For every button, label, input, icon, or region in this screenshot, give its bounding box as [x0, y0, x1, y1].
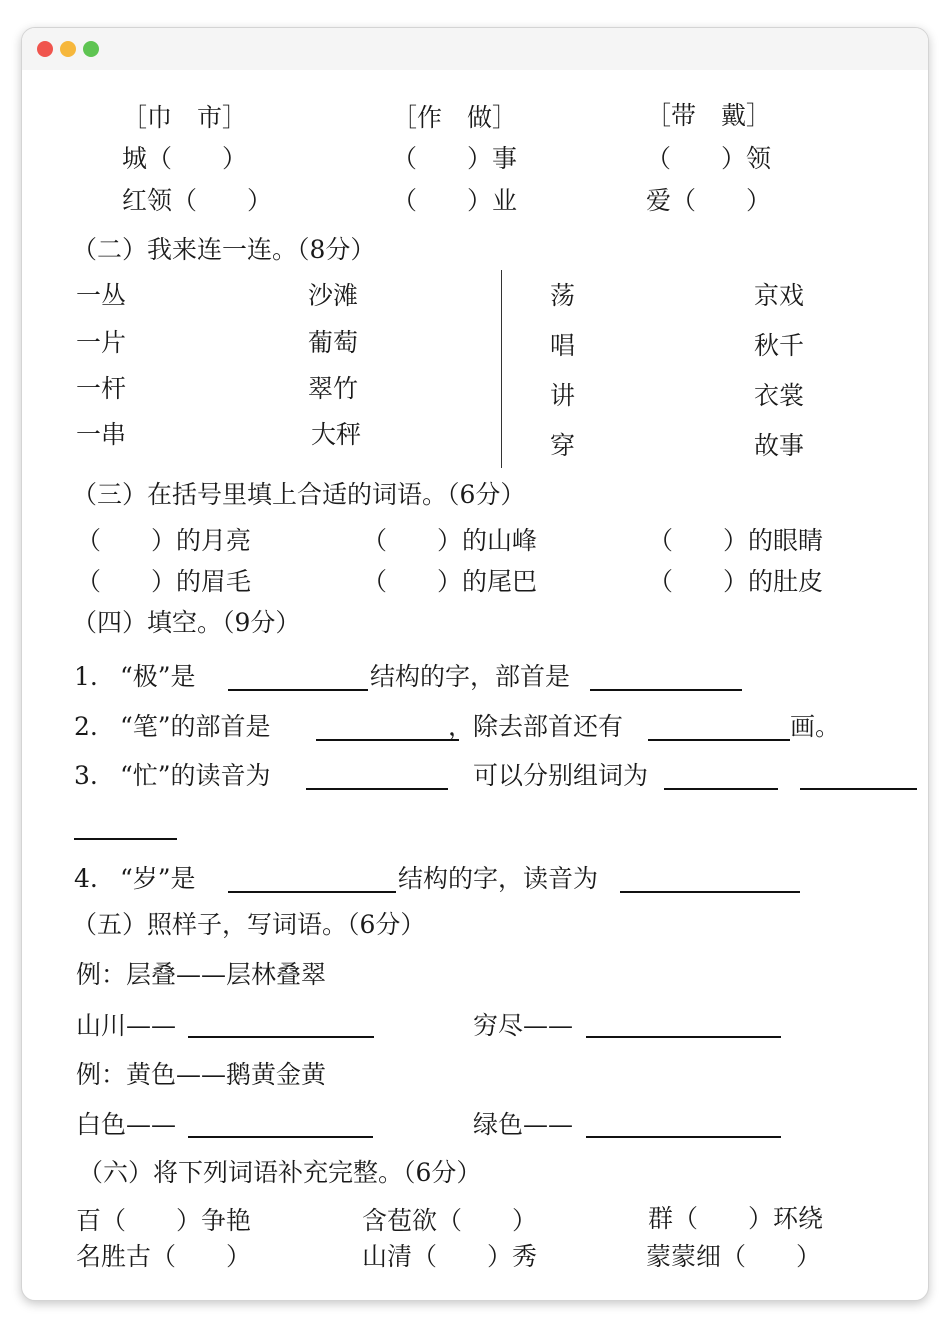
idiom-item: 蒙蒙细（ ） — [646, 1242, 822, 1271]
answer-blank[interactable] — [228, 689, 368, 691]
answer-blank[interactable] — [228, 891, 396, 893]
example-text: 例：黄色——鹅黄金黄 — [76, 1060, 327, 1089]
fill-item: （ ）的眼睛 — [648, 526, 824, 555]
group-item: 红领（ ） — [122, 186, 273, 215]
group-item: 爱（ ） — [646, 186, 772, 215]
question-number: 1. — [74, 662, 98, 691]
section-title: （六）将下列词语补充完整。（6分） — [78, 1158, 482, 1187]
answer-blank[interactable] — [586, 1036, 781, 1038]
question-text: 画。 — [790, 712, 841, 741]
section-title: （二）我来连一连。（8分） — [72, 235, 376, 264]
match-right-item: 京戏 — [754, 281, 805, 310]
word-prompt: 山川—— — [76, 1011, 177, 1040]
match-right-item: 衣裳 — [754, 381, 805, 410]
word-prompt: 绿色—— — [473, 1110, 574, 1139]
question-text: “极”是 — [120, 662, 196, 691]
match-left-item: 穿 — [550, 431, 576, 460]
fill-item: （ ）的眉毛 — [76, 567, 252, 596]
question-text: “忙”的读音为 — [120, 761, 271, 790]
fill-item: （ ）的尾巴 — [362, 567, 538, 596]
idiom-item: 含苞欲（ ） — [362, 1206, 538, 1235]
match-left-item: 一杆 — [76, 374, 127, 403]
word-prompt: 穷尽—— — [473, 1011, 574, 1040]
question-number: 2. — [74, 712, 98, 741]
match-right-item: 葡萄 — [308, 328, 359, 357]
match-left-item: 唱 — [550, 331, 576, 360]
answer-blank[interactable] — [620, 891, 800, 893]
word-prompt: 白色—— — [76, 1110, 177, 1139]
idiom-item: 百（ ）争艳 — [76, 1206, 252, 1235]
group-header: ［作 做］ — [392, 103, 518, 132]
section-title: （四）填空。（9分） — [72, 608, 301, 637]
title-bar — [22, 28, 928, 70]
section-title: （五）照样子，写词语。（6分） — [72, 910, 426, 939]
match-left-item: 荡 — [550, 281, 576, 310]
example-text: 例：层叠——层林叠翠 — [76, 960, 327, 989]
group-item: （ ）领 — [646, 144, 772, 173]
match-left-item: 一串 — [76, 420, 127, 449]
group-item: （ ）业 — [392, 186, 518, 215]
idiom-item: 山清（ ）秀 — [362, 1242, 538, 1271]
zoom-button[interactable] — [83, 41, 99, 57]
answer-blank[interactable] — [648, 739, 790, 741]
answer-blank[interactable] — [316, 739, 459, 741]
match-right-item: 翠竹 — [308, 374, 359, 403]
question-text: 可以分别组词为 — [473, 761, 649, 790]
answer-blank[interactable] — [306, 788, 448, 790]
question-text: 结构的字，部首是 — [370, 662, 571, 691]
group-item: （ ）事 — [392, 144, 518, 173]
match-right-item: 大秤 — [311, 420, 362, 449]
group-header: ［带 戴］ — [646, 101, 772, 130]
match-left-item: 讲 — [550, 381, 576, 410]
question-text: ，除去部首还有 — [448, 712, 624, 741]
match-right-item: 故事 — [754, 431, 805, 460]
question-text: “笔”的部首是 — [120, 712, 271, 741]
idiom-item: 群（ ）环绕 — [648, 1204, 824, 1233]
match-left-item: 一丛 — [76, 281, 127, 310]
group-item: 城（ ） — [122, 144, 248, 173]
match-right-item: 秋千 — [754, 331, 805, 360]
question-text: 结构的字，读音为 — [398, 864, 599, 893]
fill-item: （ ）的肚皮 — [648, 567, 824, 596]
answer-blank[interactable] — [188, 1136, 373, 1138]
answer-blank[interactable] — [664, 788, 778, 790]
question-number: 3. — [74, 761, 98, 790]
match-right-item: 沙滩 — [308, 281, 359, 310]
answer-blank[interactable] — [74, 838, 177, 840]
fill-item: （ ）的月亮 — [76, 526, 252, 555]
close-button[interactable] — [37, 41, 53, 57]
match-left-item: 一片 — [76, 328, 127, 357]
answer-blank[interactable] — [586, 1136, 781, 1138]
answer-blank[interactable] — [800, 788, 917, 790]
question-number: 4. — [74, 864, 98, 893]
question-text: “岁”是 — [120, 864, 196, 893]
fill-item: （ ）的山峰 — [362, 526, 538, 555]
section-title: （三）在括号里填上合适的词语。（6分） — [72, 480, 526, 509]
column-divider — [501, 270, 502, 468]
answer-blank[interactable] — [188, 1036, 374, 1038]
answer-blank[interactable] — [590, 689, 742, 691]
group-header: ［巾 市］ — [122, 103, 248, 132]
minimize-button[interactable] — [60, 41, 76, 57]
idiom-item: 名胜古（ ） — [76, 1242, 252, 1271]
